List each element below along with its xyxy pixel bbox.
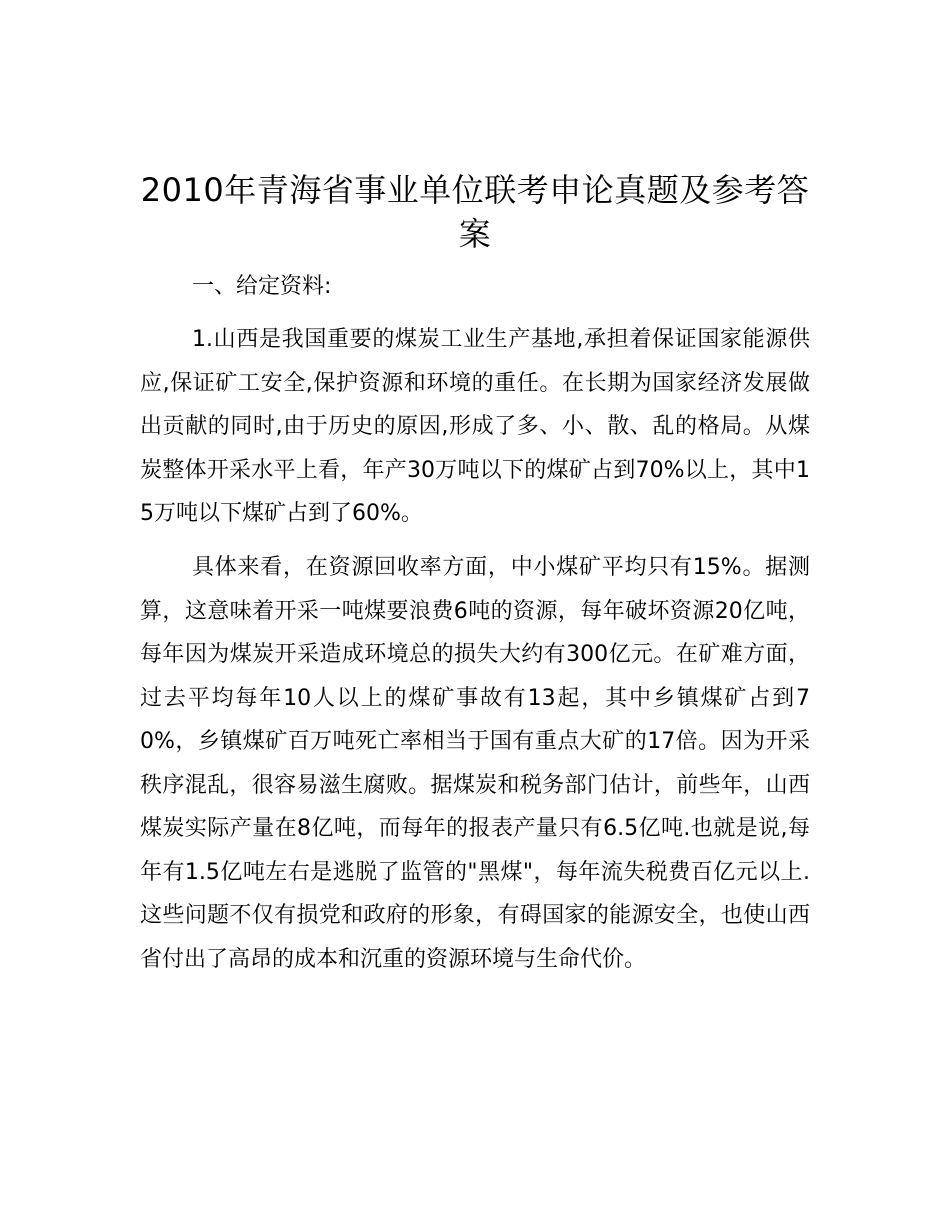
paragraph-2: 具体来看，在资源回收率方面，中小煤矿平均只有15%。据测算，这意味着开采一吨煤要浪费6吨的资源，每年破坏资源20亿吨，每年因为煤炭开采造成环境总的损失大约有300亿元。在矿难方面，过去平均每年10人以上的煤矿事故有13起，其中乡镇煤矿占到70%，乡镇煤矿百万吨死亡率相当于国有重点大矿的17倍。因为开采秩序混乱，很容易滋生腐败。据煤炭和税务部门估计，前些年，山西煤炭实际产量在8亿吨，而每年的报表产量只有6.5亿吨.也就是说,每年有1.5亿吨左右是逃脱了监管的"黑煤"，每年流失税费百亿元以上.这些问题不仅有损党和政府的形象，有碍国家的能源安全，也使山西省付出了高昂的成本和沉重的资源环境与生命代价。 [140, 555, 810, 972]
section-heading: 一、给定资料: [192, 274, 332, 299]
document-title: 2010年青海省事业单位联考申论真题及参考答案 [140, 171, 810, 253]
paragraph-1: 1.山西是我国重要的煤炭工业生产基地,承担着保证国家能源供应,保证矿工安全,保护资源和环境的重任。在长期为国家经济发展做出贡献的同时,由于历史的原因,形成了多、小、散、乱的格局。从煤炭整体开采水平上看，年产30万吨以下的煤矿占到70%以上，其中15万吨以下煤矿占到了60%。 [140, 327, 810, 526]
